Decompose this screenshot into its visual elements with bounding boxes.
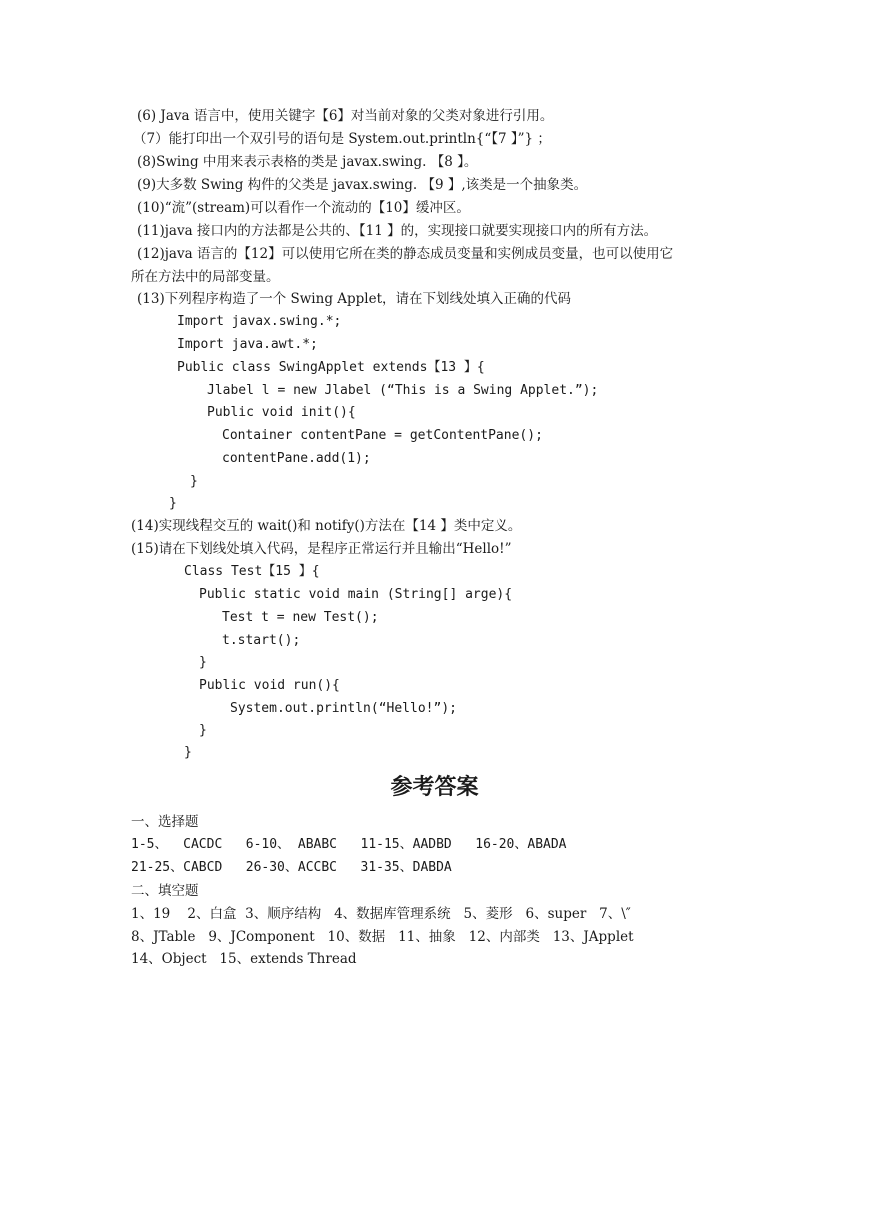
answers-section2-heading: 二、填空题 xyxy=(131,883,199,899)
code15-line-2: Public static void main (String[] arge){ xyxy=(199,587,513,602)
question-11: (11)java 接口内的方法都是公共的、【11 】的，实现接口就要实现接口内的所有方法。 xyxy=(137,223,658,239)
answers-section1-line-1: 1-5、 CACDC 6-10、 ABABC 11-15、AADBD 16-20、ABADA xyxy=(131,837,567,852)
code15-line-3: Test t = new Test(); xyxy=(222,610,379,625)
question-15: (15)请在下划线处填入代码，是程序正常运行并且输出“Hello!” xyxy=(131,541,512,557)
code13-line-1: Import javax.swing.*; xyxy=(177,314,342,329)
answers-section1-line-2: 21-25、CABCD 26-30、ACCBC 31-35、DABDA xyxy=(131,860,452,875)
code15-line-1: Class Test【15 】{ xyxy=(184,564,320,579)
answers-section2-line-3: 14、Object 15、extends Thread xyxy=(131,951,357,967)
question-6: (6) Java 语言中，使用关键字【6】对当前对象的父类对象进行引用。 xyxy=(137,108,554,124)
answers-section2-line-1: 1、19 2、白盒 3、顺序结构 4、数据库管理系统 5、菱形 6、super 7、\″ xyxy=(131,906,631,922)
question-13: (13)下列程序构造了一个 Swing Applet，请在下划线处填入正确的代码 xyxy=(137,291,572,307)
question-12-cont: 所在方法中的局部变量。 xyxy=(131,269,280,285)
code15-line-7: System.out.println(“Hello!”); xyxy=(230,701,457,716)
code15-line-9: } xyxy=(184,745,192,760)
question-10: (10)“流”(stream)可以看作一个流动的【10】缓冲区。 xyxy=(137,200,470,216)
question-8: (8)Swing 中用来表示表格的类是 javax.swing. 【8 】。 xyxy=(137,154,478,170)
code13-line-8: } xyxy=(190,474,198,489)
question-7: （7）能打印出一个双引号的语句是 System.out.println{“【7 】”} ； xyxy=(133,131,551,147)
code13-line-7: contentPane.add(1); xyxy=(222,451,371,466)
question-9: (9)大多数 Swing 构件的父类是 javax.swing. 【9 】,该类是一个抽象类。 xyxy=(137,177,588,193)
question-12: (12)java 语言的【12】可以使用它所在类的静态成员变量和实例成员变量，也可以使用它 xyxy=(137,246,674,262)
code13-line-2: Import java.awt.*; xyxy=(177,337,318,352)
code13-line-9: } xyxy=(169,496,177,511)
code15-line-6: Public void run(){ xyxy=(199,678,340,693)
code13-line-4: Jlabel l = new Jlabel (“This is a Swing Applet.”); xyxy=(207,383,599,398)
code13-line-6: Container contentPane = getContentPane(); xyxy=(222,428,543,443)
code13-line-3: Public class SwingApplet extends【13 】{ xyxy=(177,360,485,375)
code15-line-4: t.start(); xyxy=(222,633,301,648)
code15-line-8: } xyxy=(199,723,207,738)
answers-section1-heading: 一、选择题 xyxy=(131,814,199,830)
answers-title: 参考答案 xyxy=(390,775,479,800)
code13-line-5: Public void init(){ xyxy=(207,405,356,420)
answers-section2-line-2: 8、JTable 9、JComponent 10、数据 11、抽象 12、内部类 13、JApplet xyxy=(131,929,634,945)
code15-line-5: } xyxy=(199,655,207,670)
question-14: (14)实现线程交互的 wait()和 notify()方法在【14 】类中定义。 xyxy=(131,518,522,534)
